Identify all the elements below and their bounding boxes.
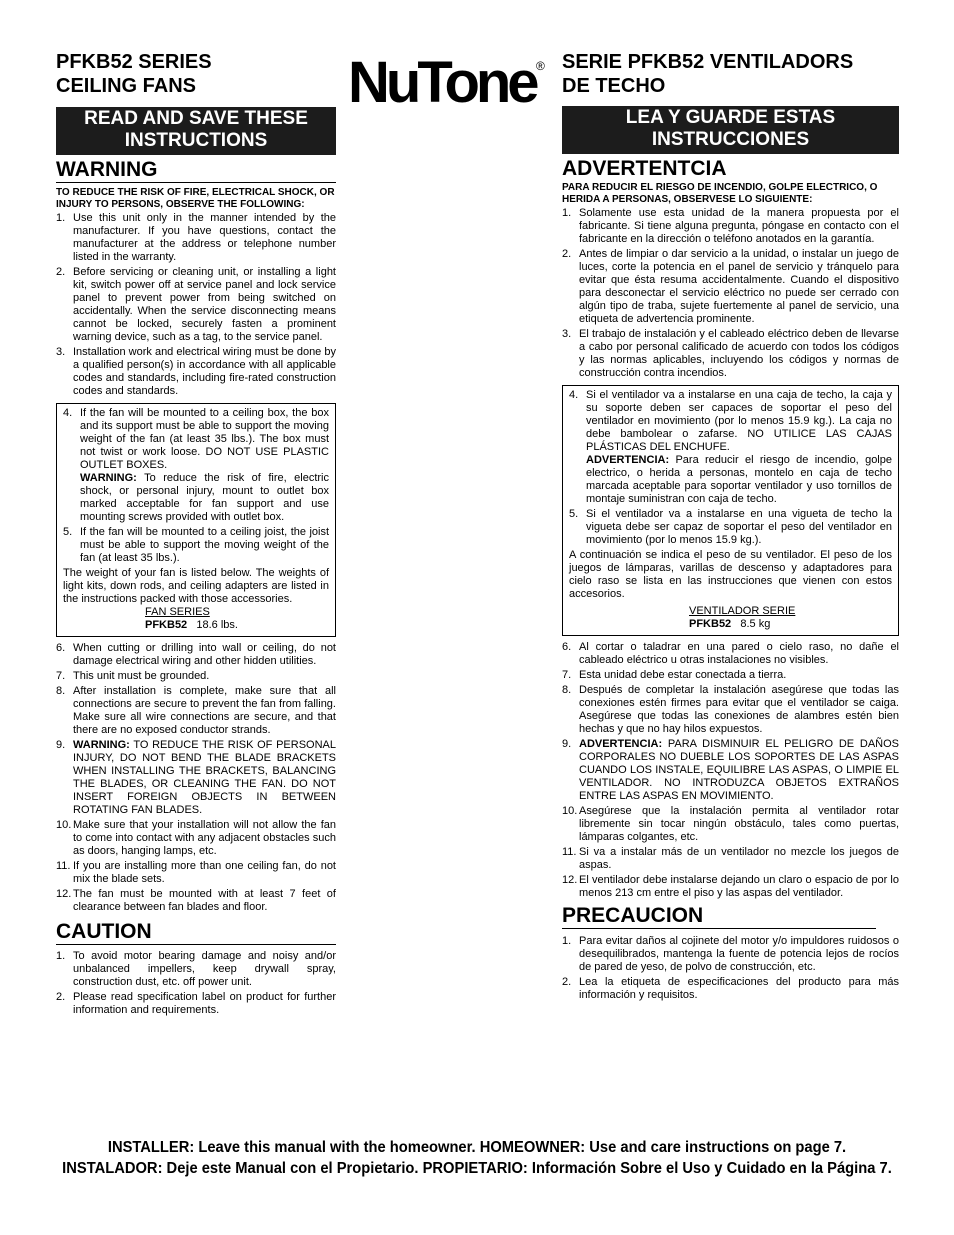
list-item: 6. When cutting or drilling into wall or ceiling, do not damage electrical wiring and other hidden utilities.	[56, 642, 336, 667]
spanish-warning-heading: ADVERTENTCIA	[562, 157, 727, 180]
weight-table: FAN SERIES PFKB52 18.6 lbs.	[145, 606, 238, 631]
list-item: 8. Después de completar la instalación asegúrese que todas las conexiones estén firmes para evitar que el ventilador se caiga. Asegúrese que todas las conexiones de alambres estén bien hechas y que no hay hilos expuestos.	[562, 684, 899, 735]
list-item: 2. Please read specification label on product for further information and requirements.	[56, 991, 336, 1016]
list-item: 6. Al cortar o taladrar en una pared o cielo raso, no dañe el cableado eléctrico u otras instalaciones no visibles.	[562, 641, 899, 666]
weight-note: The weight of your fan is listed below. The weights of light kits, down rods, and ceiling adapters are listed in the instructions packed with those accessories.	[63, 567, 329, 605]
english-warning-lead: TO REDUCE THE RISK OF FIRE, ELECTRICAL SHOCK, OR INJURY TO PERSONS, OBSERVE THE FOLLOWING:	[56, 187, 335, 210]
list-item: 4. If the fan will be mounted to a ceiling box, the box and its support must be able to support the moving weight of the fan (at least 35 lbs.). The box must not twist or work loose. DO NOT USE PLASTIC OUTLET BOXES. WARNING: To reduce the risk of fire, electric shock, or personal injury, mount to outlet box marked acceptable for fan support and use mounting screws provided with outlet box.	[63, 407, 329, 523]
english-column	[56, 50, 336, 1019]
list-item: 5. Si el ventilador va a instalarse en una vigueta de techo la vigueta debe ser capaz de soportar el peso del ventilador en movimiento (por lo menos 15.9 kg.).	[569, 508, 892, 546]
list-item: 10. Make sure that your installation will not allow the fan to come into contact with any adjacent obstacles such as doors, hanging lamps, etc.	[56, 819, 336, 857]
spanish-title: SERIE PFKB52 VENTILADORS DE TECHO	[562, 51, 854, 97]
list-item: 2. Before servicing or cleaning unit, or installing a light kit, switch power off at service panel and lock service panel to prevent power from being switched on accidentally. When the service disconnecting means cannot be locked, securely fasten a prominent warning device, such as a tag, to the service panel.	[56, 266, 336, 343]
registered-mark: ®	[536, 59, 545, 73]
list-item: 11. If you are installing more than one ceiling fan, do not mix the blade sets.	[56, 860, 336, 885]
spanish-warning-lead: PARA REDUCIR EL RIESGO DE INCENDIO, GOLPE ELECTRICO, O HERIDA A PERSONAS, OBSERVESE LO SIGUIENTE:	[562, 182, 878, 205]
list-item: 2. Lea la etiqueta de especificaciones del producto para más información y requisitos.	[562, 976, 899, 1001]
list-item: 1. Para evitar daños al cojinete del motor y/o impuldores ruidosos o desequilibrados, mantenga la fuente de potencia lejos de rocíos de pared de yeso, de polvo de construcción, etc.	[562, 935, 899, 973]
english-save-banner: READ AND SAVE THESE INSTRUCTIONS	[56, 107, 336, 155]
list-item: 12. El ventilador debe instalarse dejando un claro o espacio de por lo menos 213 cm entre el piso y las aspas del ventilador.	[562, 874, 899, 899]
list-item: 11. Si va a instalar más de un ventilador no mezcle los juegos de aspas.	[562, 846, 899, 871]
english-title: PFKB52 SERIES CEILING FANS	[56, 51, 212, 97]
list-item: 10. Asegúrese que la instalación permita al ventilador rotar libremente sin tocar ningún obstáculo, tales como puertas, lámparas colgantes, etc.	[562, 805, 899, 843]
nutone-logo	[348, 52, 548, 108]
list-item: 7. Esta unidad debe estar conectada a tierra.	[562, 669, 787, 681]
spanish-column	[562, 50, 899, 1004]
logo-text: NuTone	[348, 52, 536, 108]
list-item: 1. To avoid motor bearing damage and noisy and/or unbalanced impellers, keep drywall spray, construction dust, etc. off power unit.	[56, 950, 336, 988]
list-item: 3. El trabajo de instalación y el cableado eléctrico deben de llevarse a cabo por personal calificado de acuerdo con todos los códigos y las normas aplicables, incluyendo los códigos y normas de construcción contra incendios.	[562, 328, 899, 379]
list-item: 1. Solamente use esta unidad de la manera propuesta por el fabricante. Si tiene alguna pregunta, póngase en contacto con el fabricante en la dirección o teléfono anotados en la garantía.	[562, 207, 899, 245]
spanish-items-b	[562, 641, 899, 900]
list-item: 9. ADVERTENCIA: PARA DISMINUIR EL PELIGRO DE DAÑOS CORPORALES NO DUEBLE LOS SOPORTES DE LAS ASPAS CUANDO LOS INSTALE, EQUILIBRE LAS ASPAS, O LIMPIE EL VENTILADOR. NO INTRODUZCA OBJETOS EXTRAÑOS ENTRE LAS ASPAS EN MOVIMIENTO.	[562, 738, 899, 802]
list-item: 8. After installation is complete, make sure that all connections are secure to prevent the fan from falling. Make sure all wire connections are secure, and that there are no exposed conductor strands.	[56, 685, 336, 736]
english-caution-heading: CAUTION	[56, 920, 336, 945]
spanish-caution-items	[562, 935, 899, 1002]
footer-note: INSTALLER: Leave this manual with the homeowner. HOMEOWNER: Use and care instructions on page 7. INSTALADOR: Deje este Manual con el Propietario. PROPIETARIO: Información Sobre el Uso y Cuidado en la Página 7.	[62, 1139, 892, 1177]
english-caution-items	[56, 950, 336, 1017]
english-warning-heading: WARNING	[56, 158, 336, 183]
weight-note: A continuación se indica el peso de su ventilador. El peso de los juegos de lámparas, varillas de descenso y adaptadores para cielo raso se lista en las instrucciones que vienen con estos accesorios.	[569, 549, 892, 600]
list-item: 12. The fan must be mounted with at least 7 feet of clearance between fan blades and floor.	[56, 888, 336, 913]
english-weight-box	[56, 403, 336, 637]
list-item: 2. Antes de limpiar o dar servicio a la unidad, o instalar un juego de luces, corte la potencia en el panel de servicio y tránquelo para evitar que ésta resuma accidentalmente. Cuando el dispositivo para desconectar el servicio eléctrico no puede ser cerrado con algún tipo de traba, sujete fuertemente al panel de servicio, una etiqueta de advertencia prominente.	[562, 248, 899, 325]
english-items-b	[56, 642, 336, 914]
list-item: 4. Si el ventilador va a instalarse en una caja de techo, la caja y su soporte deben ser capaces de soportar el peso del ventilador en movimiento (por lo menos 15.9 kg.). La caja no debe bambolear o zafarse. NO UTILICE LAS CAJAS PLÁSTICAS DEL ENCHUFE. ADVERTENCIA: Para reducir el riesgo de incendio, golpe electrico, o herida a personas, montelo en caja de techo marcada aceptable para soportar ventilador y uso tornillos de montaje suministran con caja de techo.	[569, 389, 892, 505]
english-items-a	[56, 212, 336, 398]
weight-table: VENTILADOR SERIE PFKB52 8.5 kg	[689, 605, 796, 630]
spanish-save-banner: LEA Y GUARDE ESTAS INSTRUCCIONES	[562, 106, 899, 154]
list-item: 5. If the fan will be mounted to a ceiling joist, the joist must be able to support the moving weight of the fan (at least 35 lbs.).	[63, 526, 329, 564]
list-item: 7. This unit must be grounded.	[56, 670, 210, 682]
list-item: 1. Use this unit only in the manner intended by the manufacturer. If you have questions, contact the manufacturer at the address or telephone number listed in the warranty.	[56, 212, 336, 263]
spanish-weight-box	[562, 385, 899, 636]
list-item: 3. Installation work and electrical wiring must be done by a qualified person(s) in accordance with all applicable codes and standards, including fire-rated construction codes and standards.	[56, 346, 336, 397]
list-item: 9. WARNING: TO REDUCE THE RISK OF PERSONAL INJURY, DO NOT BEND THE BLADE BRACKETS WHEN INSTALLING THE BRACKETS, BALANCING THE BLADES, OR CLEANING THE FAN. DO NOT INSERT FOREIGN OBJECTS IN BETWEEN ROTATING FAN BLADES.	[56, 739, 336, 816]
spanish-caution-heading: PRECAUCION	[562, 904, 876, 929]
spanish-items-a	[562, 207, 899, 380]
